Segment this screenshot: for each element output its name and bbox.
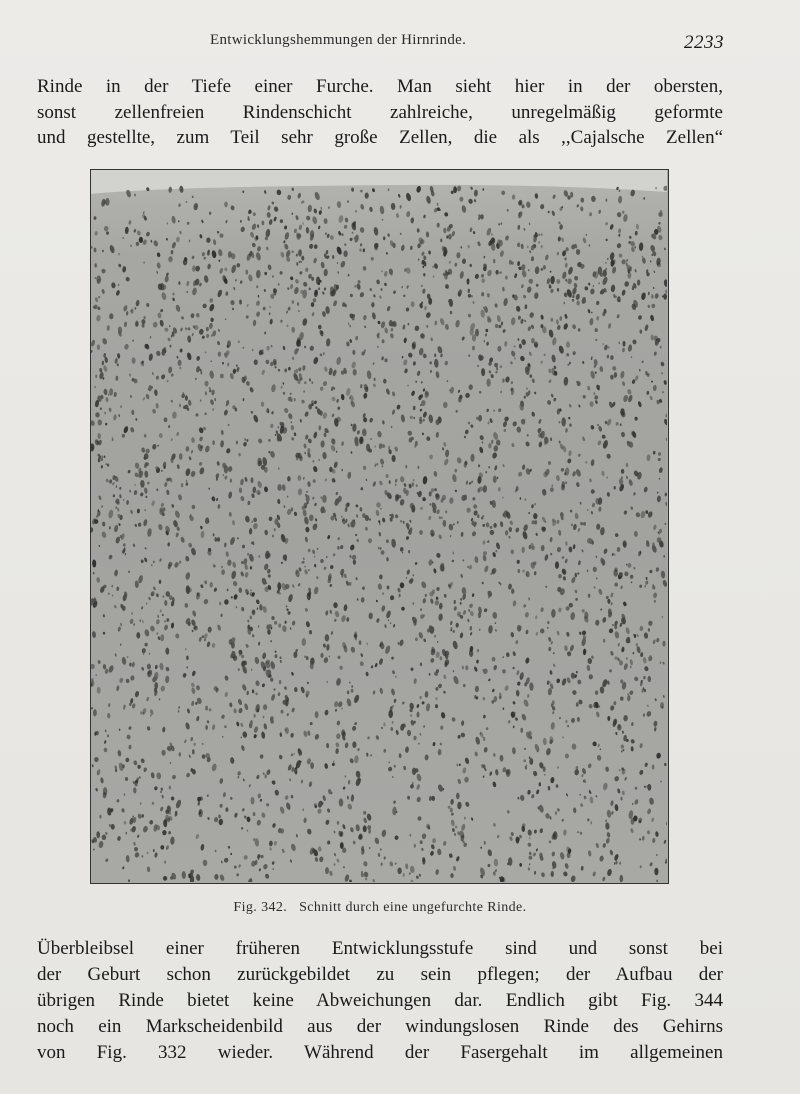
figure-caption: [0, 900, 760, 916]
micrograph-image: [91, 170, 667, 882]
figure-label: Fig. 342.: [233, 900, 288, 915]
micrograph-figure: [90, 169, 669, 884]
text-line: noch ein Markscheidenbild aus der windungslosen Rinde des Gehirns: [37, 1016, 723, 1037]
text-line: der Geburt schon zurückgebildet zu sein pflegen; der Aufbau der: [37, 964, 723, 985]
text-line: Überbleibsel einer früheren Entwicklungsstufe sind und sonst bei: [37, 938, 723, 959]
page-number: 2233: [684, 32, 724, 53]
text-line: übrigen Rinde bietet keine Abweichungen dar. Endlich gibt Fig. 344: [37, 990, 723, 1011]
text-line: von Fig. 332 wieder. Während der Fasergehalt im allgemeinen: [37, 1042, 723, 1063]
text-line: und gestellte, zum Teil sehr große Zellen, die als ,,Cajalsche Zellen“: [37, 127, 723, 148]
text-line: Rinde in der Tiefe einer Furche. Man sieht hier in der obersten,: [37, 76, 723, 97]
paragraph-bottom: [37, 936, 723, 1066]
paragraph-top: [37, 74, 723, 151]
running-header: Entwicklungshemmungen der Hirnrinde.: [210, 32, 467, 48]
figure-caption-text: Schnitt durch eine ungefurchte Rinde.: [299, 900, 527, 915]
text-line: sonst zellenfreien Rindenschicht zahlreiche, unregelmäßig geformte: [37, 101, 723, 123]
